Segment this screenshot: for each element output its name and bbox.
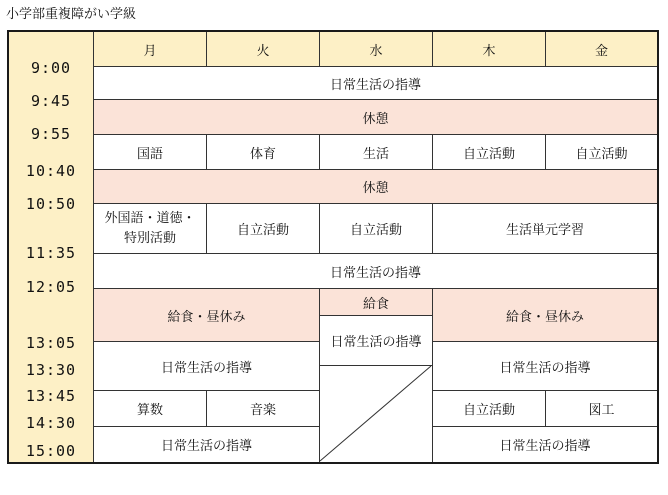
daily-life-row: 日常生活の指導 [93,67,657,100]
time-label: 13:45 [25,387,77,405]
lesson-cell: 生活単元学習 [433,204,657,254]
lesson-cell: 体育 [207,135,320,170]
daily-life-cell: 日常生活の指導 [433,342,657,391]
break-row: 休憩 [93,170,657,204]
daily-life-row: 日常生活の指導 [93,254,657,289]
day-header-fri: 金 [546,32,657,67]
time-label: 12:05 [25,278,77,296]
time-label: 9:45 [30,92,72,110]
time-label: 15:00 [25,442,77,460]
lesson-cell: 国語 [93,135,207,170]
lesson-cell: 自立活動 [433,391,546,427]
lesson-cell: 自立活動 [207,204,320,254]
lunch-cell: 給食・昼休み [93,289,320,342]
break-row: 休憩 [93,100,657,135]
day-header-wed: 水 [320,32,433,67]
lesson-cell [93,204,207,254]
time-label: 13:30 [25,361,77,379]
time-label: 14:30 [25,414,77,432]
daily-life-cell: 日常生活の指導 [93,427,320,462]
lesson-cell: 音楽 [207,391,320,427]
lesson-line: 外国語・道徳・ [104,210,196,226]
time-label: 9:00 [30,59,72,77]
lesson-cell: 自立活動 [320,204,433,254]
day-header-thu: 木 [433,32,546,67]
time-label: 9:55 [30,125,72,143]
lesson-cell: 自立活動 [546,135,657,170]
lesson-line: 特別活動 [123,230,176,246]
time-label: 10:40 [25,162,77,180]
time-label: 10:50 [25,195,77,213]
daily-life-cell: 日常生活の指導 [433,427,657,462]
lesson-cell: 算数 [93,391,207,427]
day-header-mon: 月 [93,32,207,67]
lunch-cell: 給食・昼休み [433,289,657,342]
time-label: 11:35 [25,244,77,262]
diagonal-slash [319,365,433,462]
lesson-cell: 自立活動 [433,135,546,170]
daily-life-cell: 日常生活の指導 [93,342,320,391]
day-header-tue: 火 [207,32,320,67]
time-label: 13:05 [25,334,77,352]
lunch-cell: 給食 [320,289,433,316]
lesson-cell: 図工 [546,391,657,427]
page-title: 小学部重複障がい学級 [6,7,137,22]
lesson-cell: 生活 [320,135,433,170]
daily-life-cell: 日常生活の指導 [320,316,433,366]
